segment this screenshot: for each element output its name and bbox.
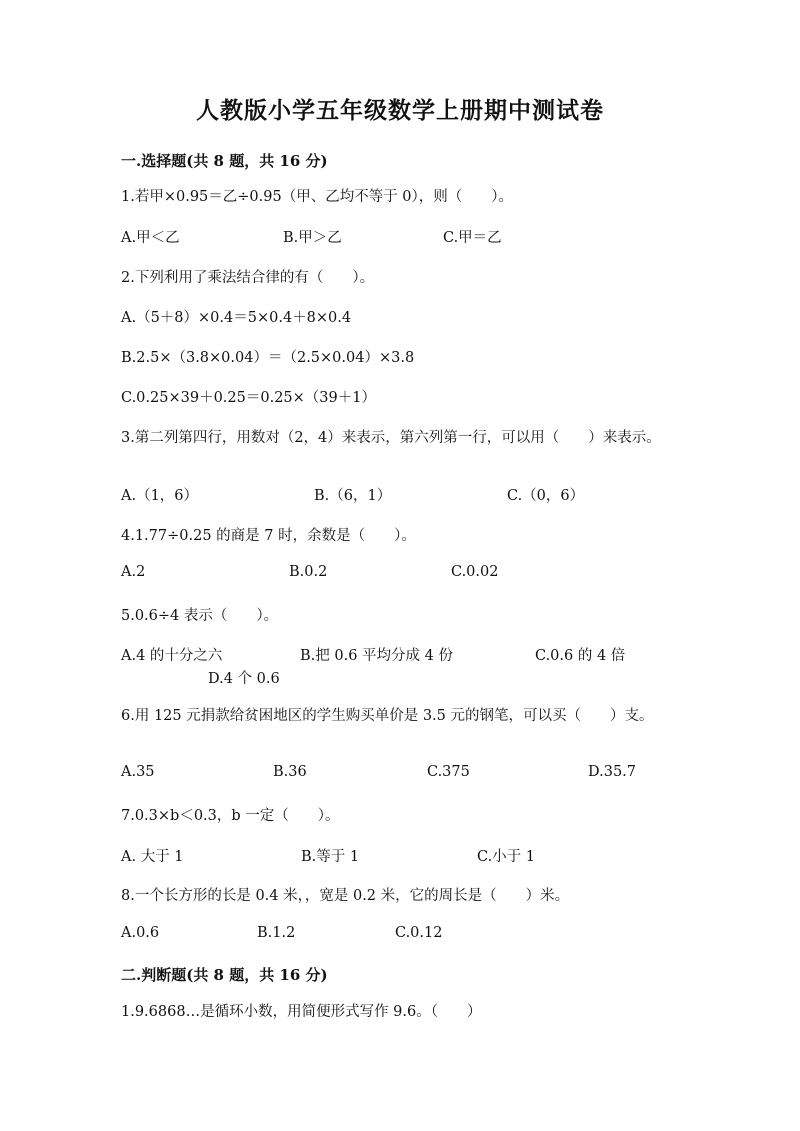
- option-b: B.1.2: [257, 925, 296, 941]
- option-a: A.0.6: [121, 925, 160, 941]
- option-c: C.小于 1: [477, 849, 536, 865]
- option-a: A.（1，6）: [121, 488, 199, 504]
- question-2-option-b: B.2.5×（3.8×0.04）＝（2.5×0.04）×3.8: [121, 350, 415, 366]
- option-c: C.0.12: [395, 925, 443, 941]
- option-a: A.4 的十分之六: [121, 648, 223, 664]
- option-d: D.35.7: [588, 764, 637, 780]
- section-heading-choice: 一.选择题(共 8 题，共 16 分): [121, 152, 328, 170]
- option-b: B.甲＞乙: [283, 230, 342, 246]
- question-2-option-a: A.（5＋8）×0.4＝5×0.4＋8×0.4: [121, 310, 352, 326]
- option-a: A.甲＜乙: [121, 230, 180, 246]
- question-7-text: 7.0.3×b＜0.3，b 一定（ ）。: [121, 808, 340, 824]
- question-8-options: [121, 925, 681, 950]
- question-3-options: [121, 484, 681, 509]
- page-title: 人教版小学五年级数学上册期中测试卷: [196, 97, 604, 124]
- question-2-text: 2.下列利用了乘法结合律的有（ ）。: [121, 270, 375, 286]
- question-7-options: [121, 845, 681, 870]
- question-8-text: 8.一个长方形的长是 0.4 米，，宽是 0.2 米，它的周长是（ ）米。: [121, 888, 570, 904]
- question-6-options: [121, 764, 681, 789]
- question-6-text: 6.用 125 元捐款给贫困地区的学生购买单价是 3.5 元的钢笔，可以买（ ）支。: [121, 708, 654, 724]
- option-b: B.0.2: [289, 564, 328, 580]
- question-4-options: [121, 564, 681, 589]
- option-c: C.0.02: [451, 564, 499, 580]
- question-1-text: 1.若甲×0.95＝乙÷0.95（甲、乙均不等于 0），则（ ）。: [121, 189, 514, 205]
- option-b: B.36: [273, 764, 307, 780]
- option-a: A. 大于 1: [121, 849, 184, 865]
- question-5-options: [121, 644, 681, 669]
- section-heading-true-false: 二.判断题(共 8 题，共 16 分): [121, 966, 328, 984]
- question-1-options: [121, 226, 681, 251]
- option-c: C.甲＝乙: [443, 230, 502, 246]
- option-b: B.把 0.6 平均分成 4 份: [300, 648, 453, 664]
- option-a: A.35: [121, 764, 155, 780]
- question-5-text: 5.0.6÷4 表示（ ）。: [121, 608, 279, 624]
- option-a: A.2: [121, 564, 146, 580]
- tf-question-1-text: 1.9.6868…是循环小数，用简便形式写作 9.6。（ ）: [121, 1004, 482, 1020]
- option-c: C.375: [427, 764, 470, 780]
- option-c: C.0.6 的 4 倍: [535, 648, 626, 664]
- question-5-option-d: D.4 个 0.6: [208, 671, 280, 687]
- question-4-text: 4.1.77÷0.25 的商是 7 时，余数是（ ）。: [121, 528, 416, 544]
- question-3-text: 3.第二列第四行，用数对（2，4）来表示，第六列第一行，可以用（ ）来表示。: [121, 430, 661, 446]
- question-2-option-c: C.0.25×39＋0.25＝0.25×（39＋1）: [121, 390, 376, 406]
- option-c: C.（0，6）: [507, 488, 585, 504]
- option-b: B.（6，1）: [314, 488, 392, 504]
- option-b: B.等于 1: [301, 849, 360, 865]
